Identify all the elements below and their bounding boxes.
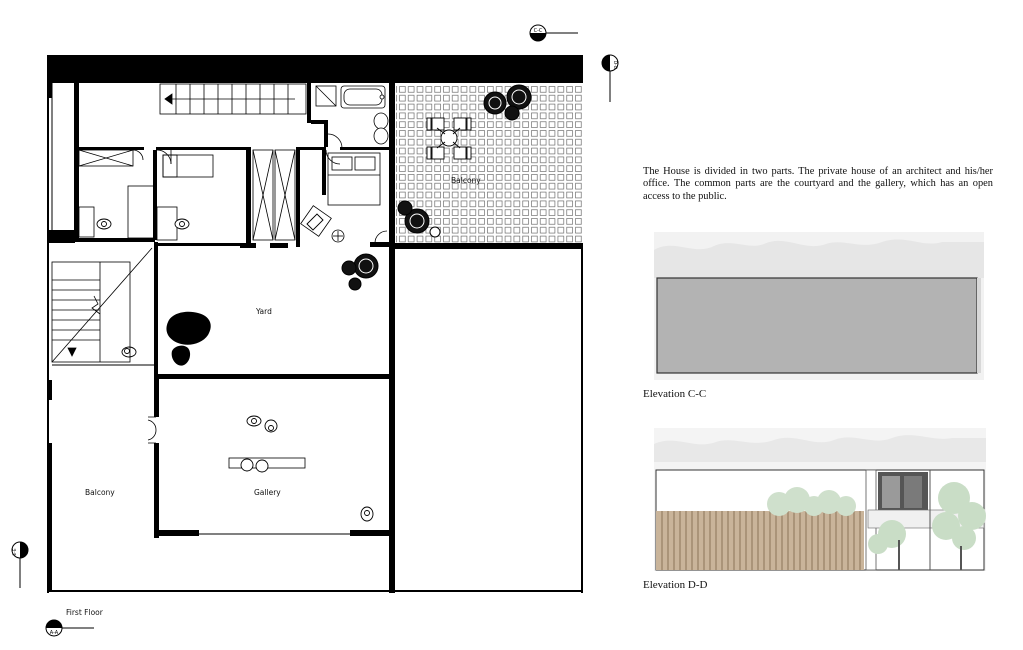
section-aa-text: A-A <box>49 630 59 636</box>
yard-rocks <box>166 312 210 366</box>
elevation-dd-caption: Elevation D-D <box>643 579 708 591</box>
furniture <box>79 150 387 468</box>
balcony-upper-label: Balcony <box>451 176 481 185</box>
chairs <box>97 214 373 521</box>
elevation-cc-caption: Elevation C-C <box>643 388 707 400</box>
section-dd-text: D-D <box>612 60 617 70</box>
upper-stair <box>160 84 306 114</box>
section-ee-text: E-E <box>13 548 18 556</box>
floor-label: First Floor <box>66 608 103 617</box>
elevation-cc-drawing <box>654 232 984 380</box>
section-marker-aa <box>46 620 94 636</box>
lower-stair <box>52 248 152 362</box>
balcony-lower-label: Balcony <box>85 488 115 497</box>
yard-label: Yard <box>256 307 272 316</box>
elevation-dd-drawing <box>654 428 986 571</box>
section-marker-dd <box>602 55 618 102</box>
house-description: The House is divided in two parts. The private house of an architect and his/her office. The common parts are the courtyard and the gallery, which has an open access to the public. <box>643 166 993 202</box>
section-marker-ee <box>12 542 28 588</box>
section-marker-cc <box>530 25 578 41</box>
section-cc-text: C-C <box>533 28 543 34</box>
gallery-label: Gallery <box>254 488 281 497</box>
